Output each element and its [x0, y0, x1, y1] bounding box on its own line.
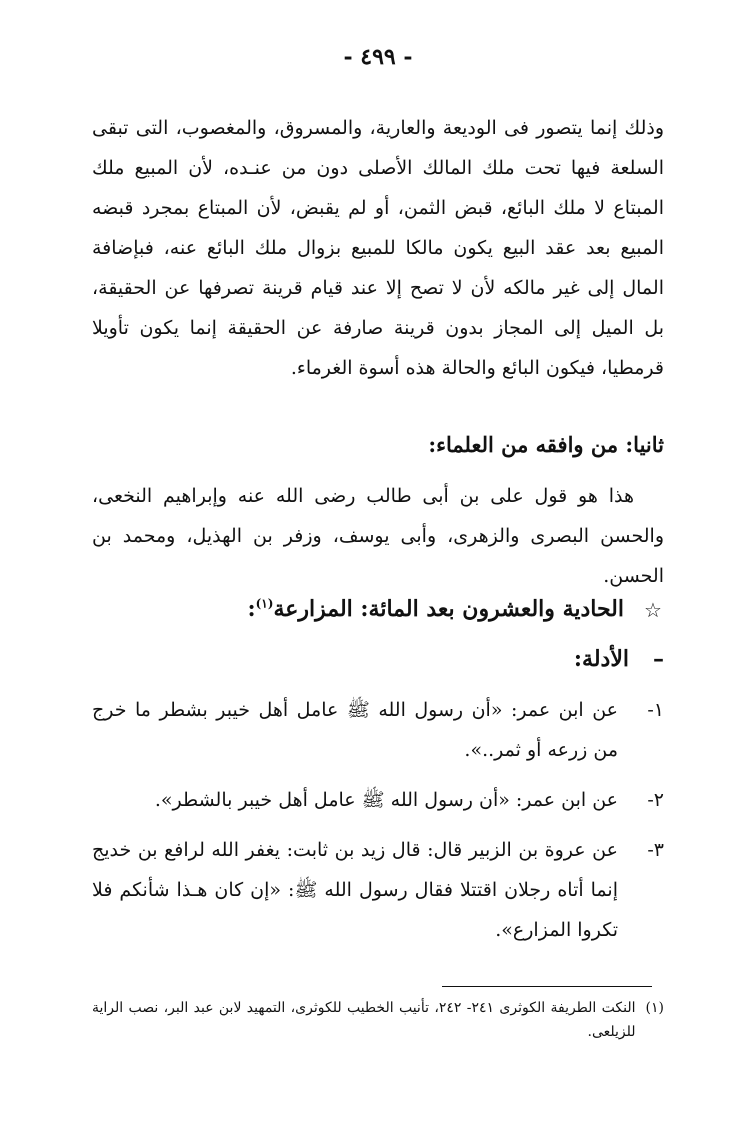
list-item-number: ٣- [647, 839, 664, 861]
star-icon: ☆ [644, 598, 662, 622]
footnote-reference: (١) [255, 596, 274, 611]
main-paragraph: وذلك إنما يتصور فى الوديعة والعارية، والمسروق، والمغصوب، التى تبقى السلعة فيها تحت ملك المالك الأصلى دون من عنـده، لأن المبيع ملك المبتاع لا ملك البائع، قبض الثمن، أو لم يقبض، لأن المبتاع بمجرد قبضه المبيع بعد عقد البيع يكون مالكا للمبيع بزوال ملك البائع عنه، فبإضافة المال إلى غير مالكه لأن لا تصح إلا عند قيام قرينة تصرفها عن الحقيقة، بل الميل إلى المجاز بدون قرينة صارفة عن الحقيقة إنما يكون تأويلا قرمطيا، فيكون البائع والحالة هذه أسوة الغرماء. [92, 117, 664, 379]
section-title [247, 596, 624, 622]
section-title-colon: : [247, 596, 256, 622]
list-item-text: عن ابن عمر: «أن رسول الله ﷺ عامل أهل خيبر بالشطر». [154, 789, 618, 811]
section-title-row [92, 596, 664, 622]
evidence-heading [574, 646, 664, 672]
list-item [92, 780, 664, 820]
evidence-title: الأدلة: [573, 646, 629, 672]
section-heading-second: ثانيا: من وافقه من العلماء: [428, 432, 664, 457]
evidence-list [92, 690, 664, 960]
footnote [92, 996, 664, 1044]
footnote-number: (١) [645, 1000, 664, 1016]
list-item [92, 690, 664, 770]
main-paragraph-block [92, 108, 664, 388]
list-item-text: عن عروة بن الزبير قال: قال زيد بن ثابت: يغفر الله لرافع بن خديج إنما أتاه رجلان اقتتلا فقال رسول الله ﷺ: «إن كان هـذا شأنكم فلا تكروا المزارع». [92, 839, 618, 941]
second-paragraph: هذا هو قول على بن أبى طالب رضى الله عنه وإبراهيم النخعى، والحسن البصرى والزهرى، وأبى يوسف، وزفر بن الهذيل، ومحمد بن الحسن. [92, 485, 664, 587]
dash-marker: – [653, 646, 664, 672]
footnote-text: النكت الطريفة الكوثرى ٢٤١- ٢٤٢، تأنيب الخطيب للكوثرى، التمهيد لابن عبد البر، نصب الراية للزيلعى. [92, 1000, 636, 1040]
page-number: - ٤٩٩ - [343, 44, 413, 70]
list-item-number: ١- [647, 699, 664, 721]
list-item-text: عن ابن عمر: «أن رسول الله ﷺ عامل أهل خيبر بشطر ما خرج من زرعه أو ثمر..». [92, 699, 618, 761]
list-item-number: ٢- [647, 789, 664, 811]
footnote-divider [442, 986, 652, 987]
section-title-text: الحادية والعشرون بعد المائة: المزارعة [273, 596, 624, 622]
list-item [92, 830, 664, 950]
